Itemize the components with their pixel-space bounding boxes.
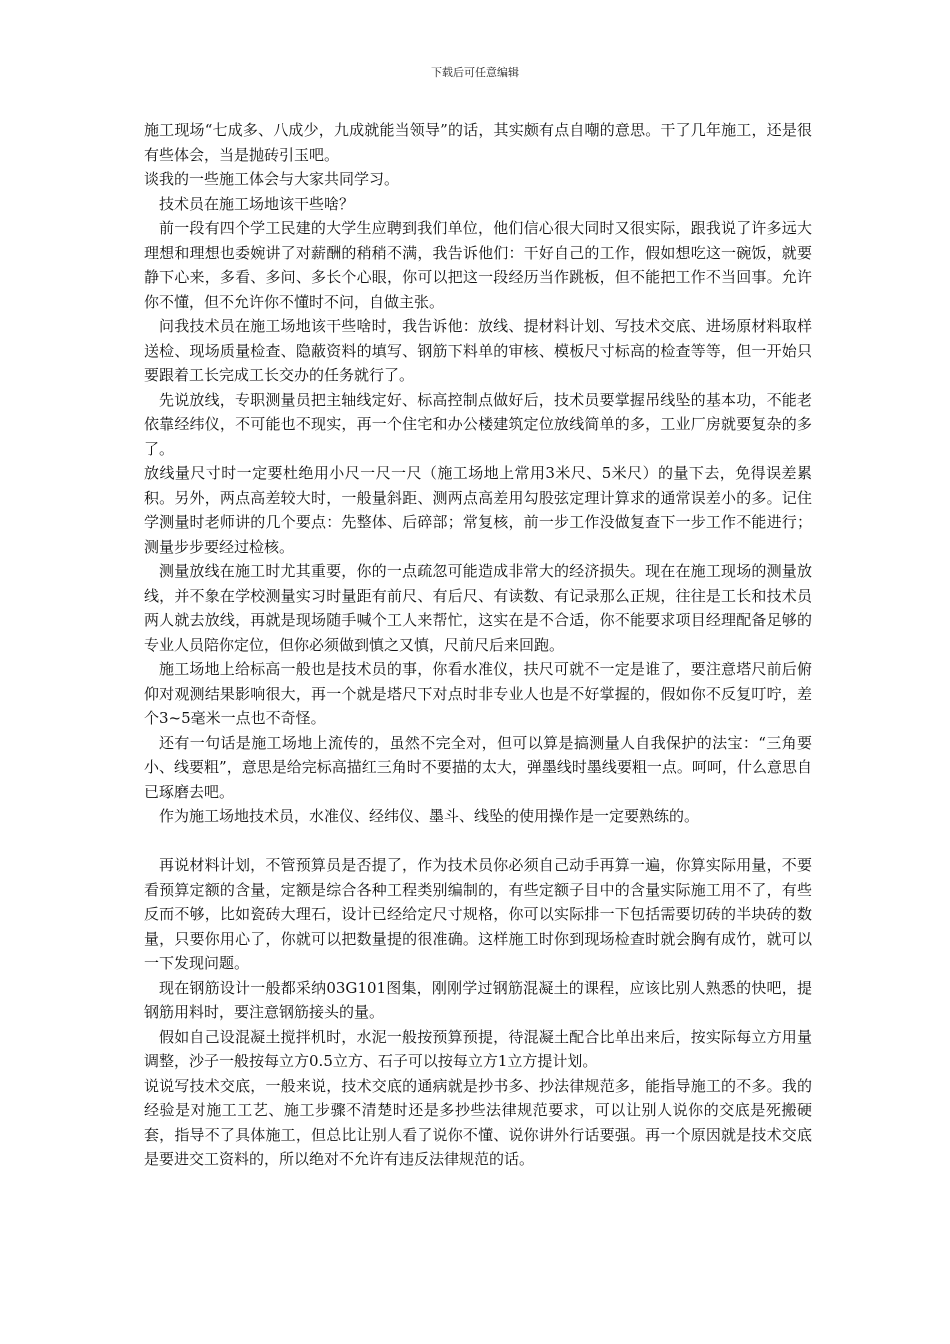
paragraph: 放线量尺寸时一定要杜绝用小尺一尺一尺（施工场地上常用3米尺、5米尺）的量下去，免得误差累积。另外，两点高差较大时，一般量斜距、测两点高差用勾股弦定理计算求的通常误差小的多。记住学测量时老师讲的几个要点：先整体、后碎部；常复核，前一步工作没做复查下一步工作不能进行；测量步步要经过检核。 [144,464,812,556]
paragraph: 现在钢筋设计一般都采纳03G101图集，刚刚学过钢筋混凝土的课程，应该比别人熟悉的快吧，提钢筋用料时，要注意钢筋接头的量。 [144,978,812,1021]
paragraph: 作为施工场地技术员，水准仪、经纬仪、墨斗、线坠的使用操作是一定要熟练的。 [159,807,700,825]
paragraph: 前一段有四个学工民建的大学生应聘到我们单位，他们信心很大同时又很实际，跟我说了许多远大理想和理想也委婉讲了对薪酬的稍稍不满，我告诉他们：干好自己的工作，假如想吃这一碗饭，就要静下心来，多看、多问、多长个心眼，你可以把这一段经历当作跳板，但不能把工作不当回事。允许你不懂，但不允许你不懂时不问，自做主张。 [144,219,812,311]
blank-line [144,829,812,854]
paragraph: 还有一句话是施工场地上流传的，虽然不完全对，但可以算是搞测量人自我保护的法宝：“三角要小、线要粗”，意思是给完标高描红三角时不要描的太大，弹墨线时墨线要粗一点。呵呵，什么意思自已琢磨去吧。 [144,733,812,801]
paragraph: 施工场地上给标高一般也是技术员的事，你看水准仪，扶尺可就不一定是谁了，要注意塔尺前后俯仰对观测结果影响很大，再一个就是塔尺下对点时非专业人也是不好掌握的，假如你不反复叮咛，差个3~5毫米一点也不奇怪。 [144,660,812,727]
paragraph: 施工现场“七成多、八成少，九成就能当领导”的话，其实颇有点自嘲的意思。干了几年施工，还是很有些体会，当是抛砖引玉吧。 [144,121,812,164]
paragraph: 说说写技术交底，一般来说，技术交底的通病就是抄书多、抄法律规范多，能指导施工的不多。我的经验是对施工工艺、施工步骤不清楚时还是多抄些法律规范要求，可以让别人说你的交底是死搬硬套，指导不了具体施工，但总比让别人看了说你不懂、说你讲外行话要强。再一个原因就是技术交底是要进交工资料的，所以绝对不允许有违反法律规范的话。 [144,1076,812,1168]
document-body [144,118,812,1172]
paragraph: 先说放线，专职测量员把主轴线定好、标高控制点做好后，技术员要掌握吊线坠的基本功，不能老依靠经纬仪，不可能也不现实，再一个住宅和办公楼建筑定位放线简单的多，工业厂房就要复杂的多了。 [144,390,812,458]
paragraph: 谈我的一些施工体会与大家共同学习。 [144,170,400,188]
page-header: 下载后可任意编辑 [431,66,519,79]
paragraph: 测量放线在施工时尤其重要，你的一点疏忽可能造成非常大的经济损失。现在在施工现场的测量放线，并不象在学校测量实习时量距有前尺、有后尺、有读数、有记录那么正规，往往是工长和技术员两人就去放线，再就是现场随手喊个工人来帮忙，这实在是不合适，你不能要求项目经理配备足够的专业人员陪你定位，但你必须做到慎之又慎，尺前尺后来回跑。 [144,562,812,654]
paragraph: 问我技术员在施工场地该干些啥时，我告诉他：放线、提材料计划、写技术交底、进场原材料取样送检、现场质量检查、隐蔽资料的填写、钢筋下料单的审核、模板尺寸标高的检查等等，但一开始只要跟着工长完成工长交办的任务就行了。 [144,317,812,384]
paragraph: 技术员在施工场地该干些啥？ [159,194,355,213]
paragraph: 假如自己设混凝土搅拌机时，水泥一般按预算预提，待混凝土配合比单出来后，按实际每立方用量调整，沙子一般按每立方0.5立方、石子可以按每立方1立方提计划。 [144,1027,812,1070]
paragraph: 再说材料计划，不管预算员是否提了，作为技术员你必须自己动手再算一遍，你算实际用量，不要看预算定额的含量，定额是综合各种工程类别编制的，有些定额子目中的含量实际施工用不了，有些反而不够，比如瓷砖大理石，设计已经给定尺寸规格，你可以实际排一下包括需要切砖的半块砖的数量，只要你用心了，你就可以把数量提的很准确。这样施工时你到现场检查时就会胸有成竹，就可以一下发现问题。 [144,856,812,972]
